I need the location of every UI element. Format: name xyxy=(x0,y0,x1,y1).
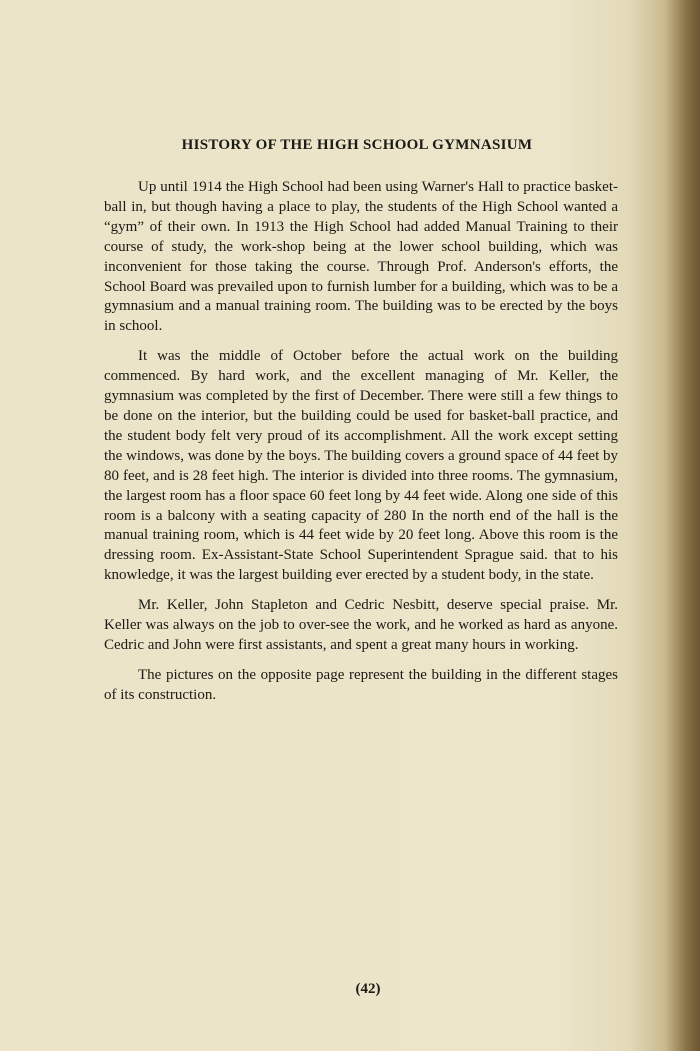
page-title: HISTORY OF THE HIGH SCHOOL GYMNASIUM xyxy=(181,137,533,153)
paragraph-3: Mr. Keller, John Stapleton and Cedric Nesbitt, deserve special praise. Mr. Keller was always on the job to over-see the work, and he worked as hard as anyone. Cedric and John were first assistants, and spent a great many hours in working. xyxy=(104,597,618,653)
article-body xyxy=(104,178,618,716)
paragraph-2: It was the middle of October before the actual work on the building commenced. By hard work, and the excellent managing of Mr. Keller, the gymnasium was completed by the first of December. There were still a few things to be done on the interior, but the building could be used for basket-ball practice, and the student body felt very proud of its accomplishment. All the work except setting the windows, was done by the boys. The building covers a ground space of 44 feet by 80 feet, and is 28 feet high. The interior is divided into three rooms. The gymnasium, the largest room has a floor space 60 feet long by 44 feet wide. Along one side of this room is a balcony with a seating capacity of 280 In the north end of the hall is the manual training room, which is 44 feet wide by 20 feet long. Above this room is the dressing room. Ex-Assistant-State School Superintendent Sprague said. that to his knowledge, it was the largest building ever erected by a student body, in the state. xyxy=(104,348,618,584)
paragraph-1: Up until 1914 the High School had been using Warner's Hall to practice basket-ball in, but though having a place to play, the students of the High School wanted a “gym” of their own. In 1913 the High School had added Manual Training to their course of study, the work-shop being at the lower school building, which was inconvenient for those taking the course. Through Prof. Anderson's efforts, the School Board was prevailed upon to furnish lumber for a building, which was to be a gymnasium and a manual training room. The building was to be erected by the boys in school. xyxy=(104,179,618,335)
paragraph-4: The pictures on the opposite page represent the building in the different stages of its construction. xyxy=(104,666,618,703)
page-number: (42) xyxy=(355,981,381,997)
